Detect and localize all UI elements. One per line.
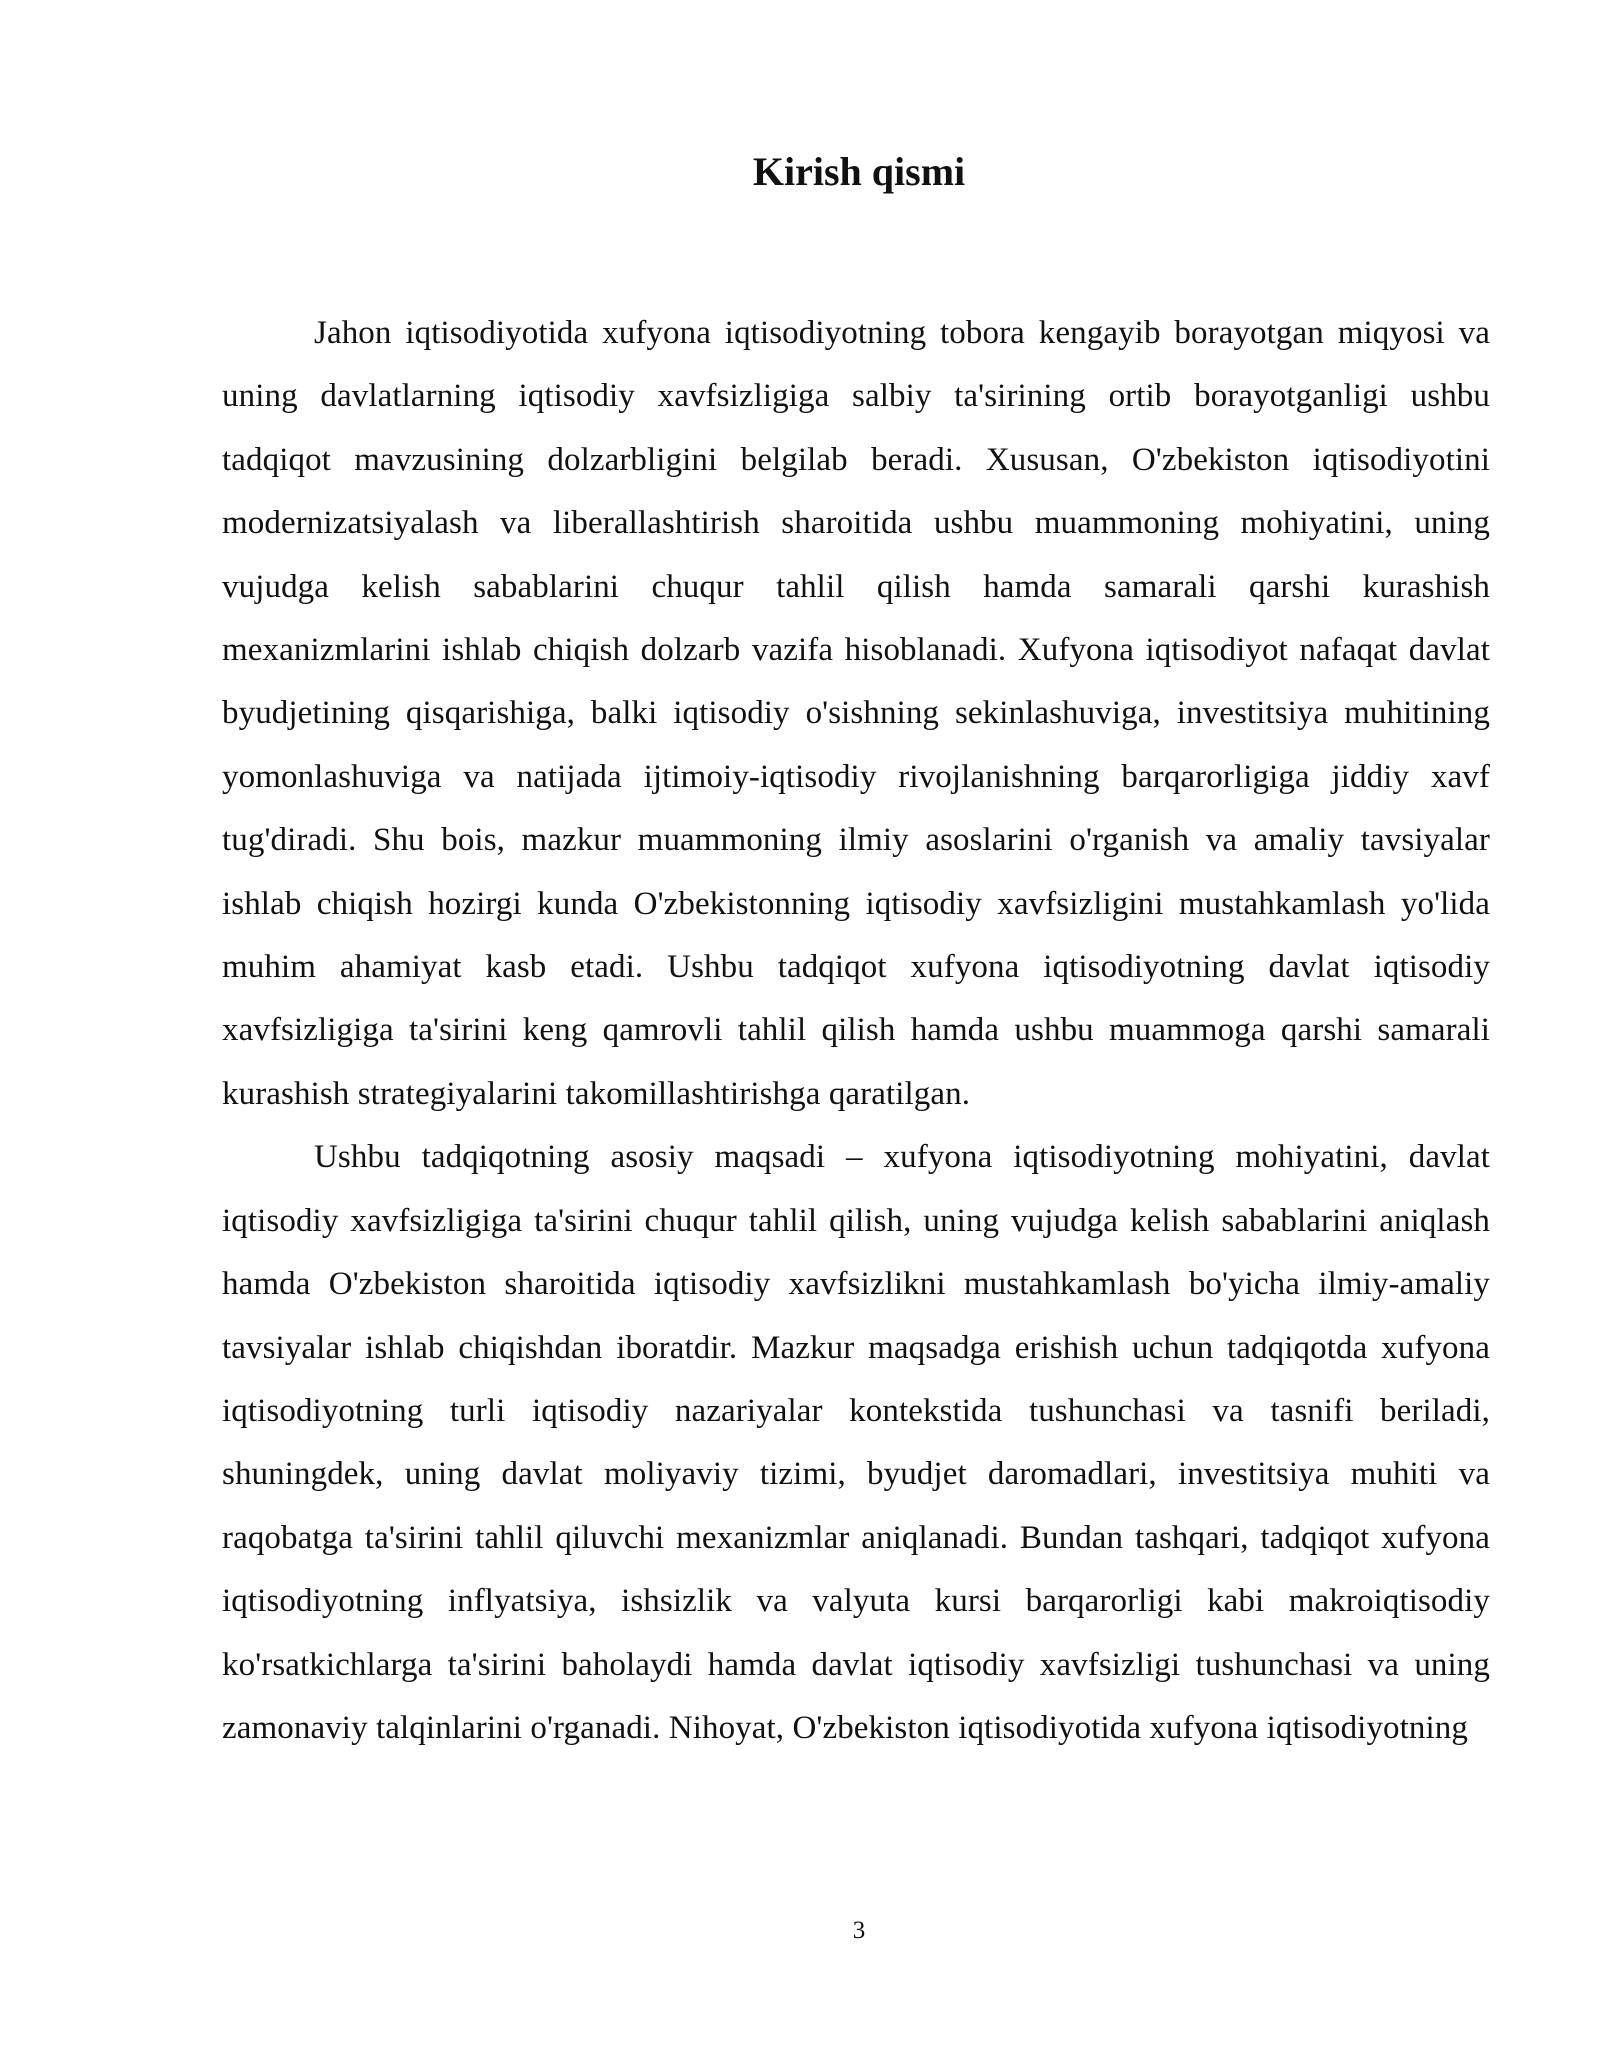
paragraph-2: Ushbu tadqiqotning asosiy maqsadi – xufyona iqtisodiyotning mohiyatini, davlat iqtisodiy xavfsizligiga ta'sirini chuqur tahlil qilish, uning vujudga kelish sabablarini aniqlash hamda O'zbekiston sharoitida iqtisodiy xavfsizlikni mustahkamlash bo'yicha ilmiy-amaliy tavsiyalar ishlab chiqishdan iboratdir. Mazkur maqsadga erishish uchun tadqiqotda xufyona iqtisodiyotning turli iqtisodiy nazariyalar kontekstida tushunchasi va tasnifi beriladi, shuningdek, uning davlat moliyaviy tizimi, byudjet daromadlari, investitsiya muhiti va raqobatga ta'sirini tahlil qiluvchi mexanizmlar aniqlanadi. Bundan tashqari, tadqiqot xufyona iqtisodiyotning inflyatsiya, ishsizlik va valyuta kursi barqarorligi kabi makroiqtisodiy ko'rsatkichlarga ta'sirini baholaydi hamda davlat iqtisodiy xavfsizligi tushunchasi va uning zamonaviy talqinlarini o'rganadi. Nihoyat, O'zbekiston iqtisodiyotida xufyona iqtisodiyotning bbox=[222, 1139, 1490, 1746]
paragraph-1: Jahon iqtisodiyotida xufyona iqtisodiyotning tobora kengayib borayotgan miqyosi va uning davlatlarning iqtisodiy xavfsizligiga salbiy ta'sirining ortib borayotganligi ushbu tadqiqot mavzusining dolzarbligini belgilab beradi. Xususan, O'zbekiston iqtisodiyotini modernizatsiyalash va liberallashtirish sharoitida ushbu muammoning mohiyatini, uning vujudga kelish sabablarini chuqur tahlil qilish hamda samarali qarshi kurashish mexanizmlarini ishlab chiqish dolzarb vazifa hisoblanadi. Xufyona iqtisodiyot nafaqat davlat byudjetining qisqarishiga, balki iqtisodiy o'sishning sekinlashuviga, investitsiya muhitining yomonlashuviga va natijada ijtimoiy-iqtisodiy rivojlanishning barqarorligiga jiddiy xavf tug'diradi. Shu bois, mazkur muammoning ilmiy asoslarini o'rganish va amaliy tavsiyalar ishlab chiqish hozirgi kunda O'zbekistonning iqtisodiy xavfsizligini mustahkamlash yo'lida muhim ahamiyat kasb etadi. Ushbu tadqiqot xufyona iqtisodiyotning davlat iqtisodiy xavfsizligiga ta'sirini keng qamrovli tahlil qilish hamda ushbu muammoga qarshi samarali kurashish strategiyalarini takomillashtirishga qaratilgan. bbox=[222, 315, 1490, 1112]
body-text bbox=[222, 302, 1490, 1760]
section-title: Kirish qismi bbox=[752, 149, 966, 194]
page-number: 3 bbox=[852, 1917, 866, 1944]
